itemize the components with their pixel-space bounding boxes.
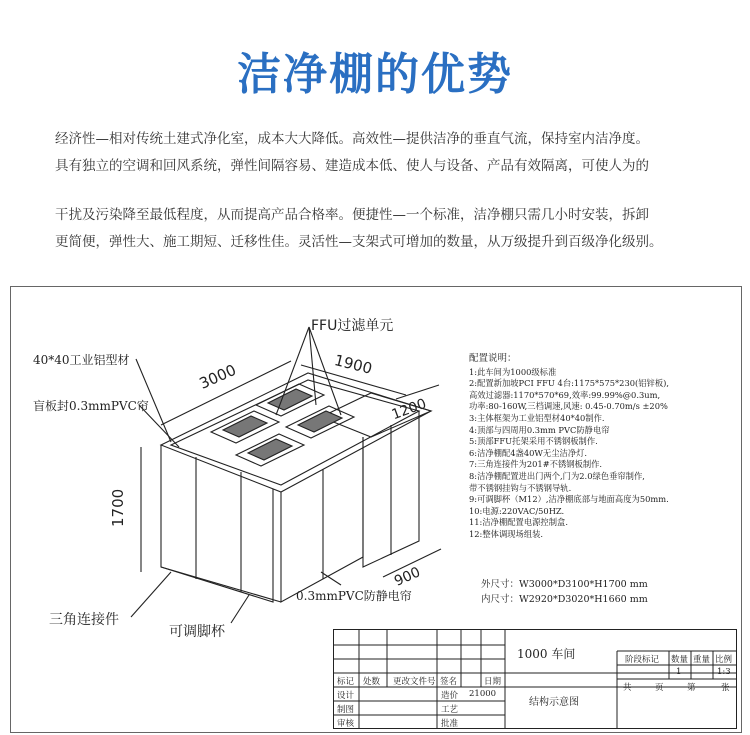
triangle-label: 三角连接件 [49, 612, 119, 628]
tb-qty: 数量 [671, 655, 689, 665]
intro-paragraph-2 [55, 202, 715, 256]
tb-check: 审核 [337, 719, 355, 729]
tb-h-mark: 标记 [337, 677, 355, 687]
paragraph-line: 具有独立的空调和回风系统，弹性间隔容易、建造成本低、使人与设备、产品有效隔离，可使人为的 [55, 158, 649, 174]
note-line: 8:洁净棚配置进出门两个,门为2.0绿色垂帘制作, [469, 470, 645, 481]
ffu-label: FFU过滤单元 [311, 318, 394, 334]
note-line: 6:洁净棚配4盏40W无尘洁净灯. [469, 447, 588, 458]
tb-h-sign: 签名 [440, 677, 458, 687]
tb-h-date: 日期 [484, 677, 502, 687]
ffu-unit-3 [236, 434, 304, 466]
profile-label: 40*40工业铝型材 [33, 353, 130, 367]
config-notes [469, 353, 669, 541]
ffu-unit-2 [256, 384, 324, 416]
note-line: 3:主体框架为工业铝型材40*40制作. [469, 412, 605, 423]
title-block [333, 629, 737, 729]
tb-draw: 制图 [337, 705, 355, 715]
tb-craft: 工艺 [441, 705, 459, 715]
tb-design: 设计 [337, 691, 355, 701]
paragraph-line: 干扰及污染降至最低程度，从而提高产品合格率。便捷性—一个标准，洁净棚只需几小时安装，拆卸 [55, 207, 649, 223]
note-line: 5:顶部FFU托架采用不锈钢板制作. [469, 436, 598, 447]
tb-nth: 第 [687, 683, 696, 693]
dim-1200: 1200 [389, 395, 429, 424]
page-title: 洁净棚的优势 [237, 49, 513, 100]
intro-paragraph-1 [55, 126, 715, 180]
tb-std-val: 21000 [469, 689, 497, 699]
tb-page: 页 [655, 683, 664, 693]
dimension-summary [481, 577, 648, 607]
bottom-edge [161, 567, 281, 602]
foot-label: 可调脚杯 [169, 624, 225, 640]
tb-sheet: 张 [721, 683, 730, 693]
note-line: 高效过滤器:1170*570*69,效率:99.99%@0.3um, [469, 389, 661, 400]
note-line: 带不锈钢挂钩与不锈钢导轨. [469, 482, 572, 493]
outer-dims: 外尺寸：W3000*D3100*H1700 mm [481, 579, 648, 590]
workshop-name: 1000 车间 [517, 647, 576, 661]
front-left-edge [161, 445, 273, 602]
note-line: 4:顶部与四周用0.3mm PVC防静电帘 [469, 424, 610, 435]
paragraph-line: 经济性—相对传统土建式净化室，成本大大降低。高效性—提供洁净的垂直气流，保持室内洁净度。 [55, 131, 649, 147]
tb-approve: 批准 [441, 719, 459, 729]
note-line: 12:整体调现场组装. [469, 528, 544, 539]
ffu-unit-4 [286, 406, 354, 438]
dim-3000: 3000 [196, 360, 239, 393]
engineering-drawing [10, 286, 742, 733]
inner-dims: 内尺寸：W2920*D3020*H1660 mm [481, 594, 648, 605]
tb-weight: 重量 [693, 655, 711, 665]
note-line: 9:可调脚杯（M12）,洁净棚底部与地面高度为50mm. [469, 494, 669, 505]
paragraph-line: 更简便，弹性大、施工期短、迁移性佳。灵活性—支架式可增加的数量，从万级提升到百级净化级别。 [55, 234, 663, 250]
right-face [281, 437, 363, 602]
curtain-label: 0.3mmPVC防静电帘 [296, 589, 412, 603]
dim-900: 900 [391, 564, 423, 590]
note-line: 功率:80-160W,三档调速,风速: 0.45-0.70m/s ±20% [469, 401, 668, 412]
blind-label: 盲板封0.3mmPVC帘 [33, 399, 149, 413]
tb-scale-val: 1:3 [717, 667, 731, 677]
note-line: 10:电源:220VAC/50HZ. [469, 505, 565, 516]
tb-h-count: 处数 [363, 677, 381, 687]
dim-1900: 1900 [332, 351, 374, 378]
tb-std: 造价 [441, 691, 459, 701]
note-line: 7:三角连接件为201#不锈钢板制作. [469, 459, 603, 470]
tb-stage: 阶段标记 [625, 655, 660, 665]
notes-title: 配置说明： [469, 353, 517, 364]
note-line: 2:配置新加坡PCI FFU 4台:1175*575*230(铝锌板), [469, 378, 670, 389]
dim-1700: 1700 [109, 488, 127, 527]
tb-h-file: 更改文件号 [393, 677, 436, 687]
drawing-name: 结构示意图 [529, 697, 579, 708]
note-line: 1:此车间为1000级标准 [469, 366, 557, 377]
tb-scale: 比例 [715, 655, 733, 665]
tb-qty-val: 1 [676, 667, 682, 677]
tb-total: 共 [623, 683, 632, 693]
note-line: 11:洁净棚配置电源控制盒. [469, 517, 568, 528]
